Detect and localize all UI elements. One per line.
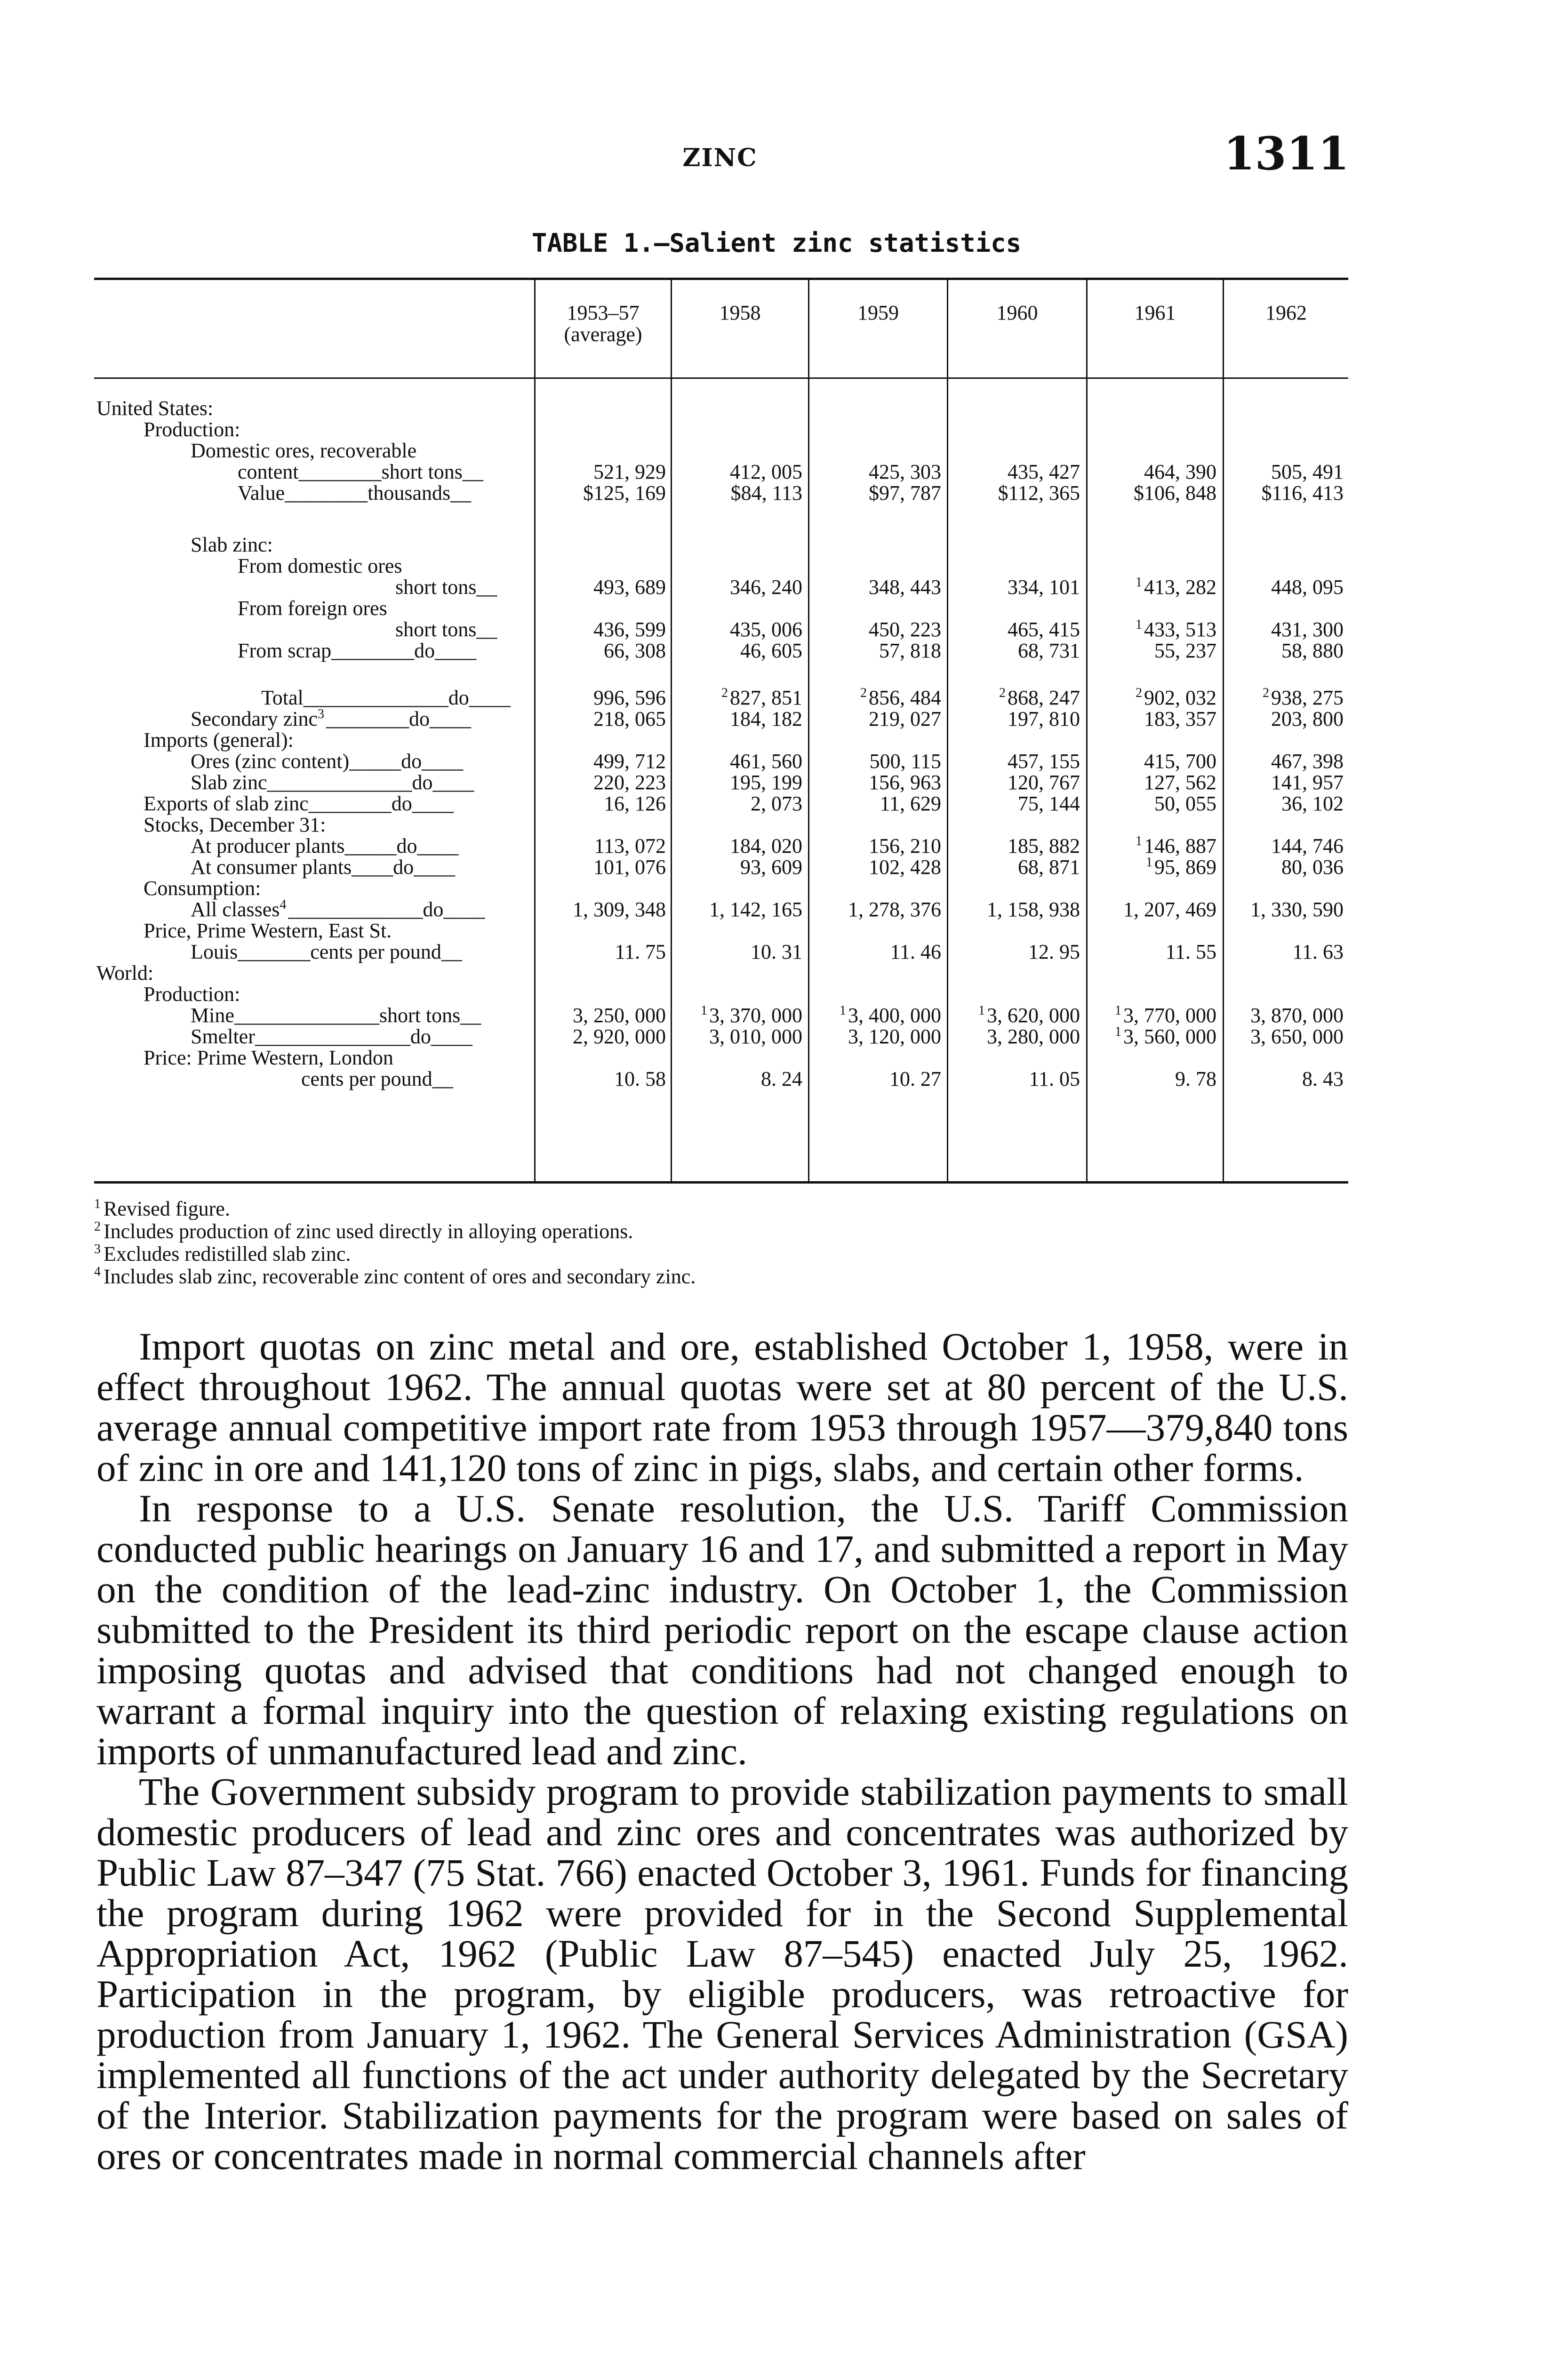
table-cell-secondary [1088,708,1216,730]
cell-value: 46, 605 [740,639,802,662]
cell-value: 146, 887 [1144,834,1216,857]
row-label: Value________thousands__ [238,481,472,504]
table-cell-price-us [1088,941,1216,963]
cell-value: 66, 308 [604,639,666,662]
row-label: Price: Prime Western, London [144,1046,393,1069]
cell-value: 75, 144 [1018,792,1080,815]
cell-value: 68, 871 [1018,856,1080,879]
table-cell-value [672,482,802,504]
table-cell-mine [1088,1005,1216,1026]
column-header: 1958 [719,301,761,324]
table-cell-from-scrap [1088,640,1216,662]
cell-value: $97, 787 [869,481,941,504]
footnote-mark: 1 [701,1003,707,1018]
table-cell-producer-plants [672,835,802,857]
row-label: From domestic ores [238,554,402,577]
cell-value: 827, 851 [730,686,802,709]
table-cell-all-classes [536,899,666,920]
footnote-mark: 2 [860,686,867,701]
footnote-mark: 1 [1115,1024,1121,1040]
cell-value: 1, 158, 938 [987,898,1080,921]
footnote-text: Excludes redistilled slab zinc. [104,1242,351,1265]
all-classes-leader: _____________do____ [288,898,485,921]
cell-value: 334, 101 [1008,576,1080,599]
cell-value: 1, 207, 469 [1123,898,1216,921]
cell-value: 16, 126 [604,792,666,815]
table-cell-from-foreign [536,619,666,640]
cell-value: 11. 63 [1292,940,1344,963]
table-cell-mine [809,1005,941,1026]
footnote-mark: 1 [1136,617,1142,632]
cell-value: 457, 155 [1008,750,1080,773]
row-label: At producer plants_____do____ [191,834,459,857]
footnote-mark: 1 [978,1003,985,1018]
cell-value: 431, 300 [1271,618,1344,641]
table-cell-ores-content [809,751,941,772]
table-cell-total [809,687,941,709]
cell-value: 36, 102 [1281,792,1344,815]
footnote [94,1220,1365,1243]
footnote-mark: 1 [1136,834,1142,849]
cell-value: 55, 237 [1154,639,1216,662]
table-cell-price-london [672,1068,802,1090]
cell-value: 425, 303 [869,460,941,483]
cell-value: 464, 390 [1144,460,1216,483]
row-label: At consumer plants____do____ [191,856,456,879]
footnote-text: Includes slab zinc, recoverable zinc content of ores and secondary zinc. [104,1265,696,1288]
table-cell-all-classes [948,899,1080,920]
cell-value: 203, 800 [1271,707,1344,730]
table-cell-secondary [948,708,1080,730]
table-cell-value [1088,482,1216,504]
table-cell-secondary [1224,708,1344,730]
table-cell-exports [948,793,1080,815]
row-label: content________short tons__ [238,460,483,483]
cell-value: 448, 095 [1271,576,1344,599]
cell-value: 184, 020 [730,834,802,857]
cell-value: 80, 036 [1281,856,1344,879]
table-cell-price-london [948,1068,1080,1090]
cell-value: 412, 005 [730,460,802,483]
table-cell-from-domestic [536,576,666,598]
cell-value: 467, 398 [1271,750,1344,773]
cell-value: 101, 076 [593,856,666,879]
table-footnotes [94,1198,1365,1288]
cell-value: 450, 223 [869,618,941,641]
table-cell-price-london [809,1068,941,1090]
table-cell-from-foreign [672,619,802,640]
cell-value: 197, 810 [1008,707,1080,730]
paragraph: In response to a U.S. Senate resolution, the U.S. Tariff Commission conducted public hearings on January 16 and 17, and submitted a report in May on the condition of the lead-zinc industry. On October 1, the Commission submitted to the President its third periodic report on the escape clause action imposing quotas and advised that conditions had not changed enough to warrant a formal inquiry into the question of relaxing existing regulations on imports of unmanufactured lead and zinc. [96,1487,1348,1773]
row-label: Smelter_______________do____ [191,1025,472,1048]
row-label: Imports (general): [144,728,294,752]
table-cell-smelter [536,1026,666,1048]
cell-value: 1, 330, 590 [1250,898,1344,921]
footnote-mark: 2 [721,686,728,701]
cell-value: 415, 700 [1144,750,1216,773]
cell-value: 141, 957 [1271,771,1344,794]
table-cell-total [1224,687,1344,709]
table-cell-from-scrap [1224,640,1344,662]
table-cell-mine [672,1005,802,1026]
cell-value: 95, 869 [1154,856,1216,879]
table-cell-from-domestic [948,576,1080,598]
table-cell-all-classes [809,899,941,920]
cell-value: $112, 365 [998,481,1080,504]
row-label: Consumption: [144,877,261,900]
table-cell-producer-plants [809,835,941,857]
row-label [191,899,485,920]
cell-value: 113, 072 [594,834,666,857]
row-label: Stocks, December 31: [144,813,326,836]
column-header: 1961 [1134,301,1176,324]
cell-value: 348, 443 [869,576,941,599]
cell-value: 11. 46 [890,940,941,963]
cell-value: 1, 142, 165 [709,898,802,921]
cell-value: $106, 848 [1134,481,1216,504]
footnote-mark: 2 [1136,686,1142,701]
cell-value: 996, 596 [593,686,666,709]
footnote [94,1198,1365,1220]
body-text [96,1326,1348,2176]
table-cell-from-scrap [809,640,941,662]
cell-value: 3, 560, 000 [1123,1025,1216,1048]
table-cell-all-classes [1088,899,1216,920]
page-number: 1311 [1224,127,1350,180]
cell-value: 2, 073 [751,792,802,815]
table-cell-content [536,461,666,483]
cell-value: 218, 065 [593,707,666,730]
paragraph: The Government subsidy program to provide stabilization payments to small domestic producers of lead and zinc ores and concentrates was authorized by Public Law 87–347 (75 Stat. 766) enacted October 3, 1961. Funds for financing the program during 1962 were provided for in the Second Supplemental Appropriation Act, 1962 (Public Law 87–545) enacted July 25, 1962. Participation in the program, by eligible producers, was retroactive for production from January 1, 1962. The General Services Administration (GSA) implemented all functions of the act under authority delegated by the Secretary of the Interior. Stabilization payments for the program were based on sales of ores or concentrates made in normal commercial channels after [96,1770,1348,2177]
table-cell-from-scrap [672,640,802,662]
table-cell-price-us [672,941,802,963]
table-cell-price-us [809,941,941,963]
table-cell-content [1224,461,1344,483]
table-cell-imp-slab [1088,772,1216,793]
table-cell-value [536,482,666,504]
cell-value: 3, 650, 000 [1250,1025,1344,1048]
table-header-rule [94,377,1348,379]
row-label [191,708,471,730]
footnote-mark: 1 [1136,575,1142,590]
table-cell-imp-slab [1224,772,1344,793]
row-label: Louis_______cents per pound__ [191,940,462,963]
table-cell-from-domestic [1088,576,1216,598]
row-label: Ores (zinc content)_____do____ [191,750,464,773]
column-header: 1959 [857,301,899,324]
table-cell-smelter [1088,1026,1216,1048]
cell-value: 183, 357 [1144,707,1216,730]
cell-value: 10. 58 [614,1067,666,1090]
cell-value: $84, 113 [730,481,802,504]
table-cell-all-classes [672,899,802,920]
table-cell-secondary [536,708,666,730]
table-cell-price-london [1088,1068,1216,1090]
table-cell-price-us [948,941,1080,963]
salient-statistics-table [94,278,1348,1186]
cell-value: 435, 006 [730,618,802,641]
table-cell-exports [536,793,666,815]
row-label: Slab zinc: [191,533,273,556]
footnote-mark: 1 [94,1197,101,1212]
secondary-zinc-text: Secondary zinc [191,707,318,730]
table-cell-imp-slab [672,772,802,793]
table-top-rule [94,278,1348,280]
table-cell-consumer-plants [1224,856,1344,878]
table-cell-from-foreign [1088,619,1216,640]
table-cell-from-foreign [948,619,1080,640]
table-cell-from-scrap [948,640,1080,662]
table-title: TABLE 1.—Salient zinc statistics [531,228,1022,258]
cell-value: 127, 562 [1144,771,1216,794]
table-cell-exports [809,793,941,815]
cell-value: 220, 223 [593,771,666,794]
row-label: Price, Prime Western, East St. [144,919,392,942]
table-cell-exports [1224,793,1344,815]
table-cell-ores-content [1224,751,1344,772]
cell-value: 3, 770, 000 [1123,1004,1216,1027]
table-cell-producer-plants [1224,835,1344,857]
footnote-mark: 4 [280,897,287,912]
table-cell-all-classes [1224,899,1344,920]
cell-value: 3, 010, 000 [709,1025,802,1048]
footnote [94,1265,1365,1288]
table-cell-total [672,687,802,709]
table-cell-producer-plants [1088,835,1216,857]
table-cell-ores-content [536,751,666,772]
table-cell-consumer-plants [809,856,941,878]
table-cell-consumer-plants [948,856,1080,878]
footnote-mark: 1 [1146,855,1152,870]
table-cell-mine [948,1005,1080,1026]
cell-value: $116, 413 [1261,481,1344,504]
cell-value: 11. 05 [1029,1067,1080,1090]
cell-value: 120, 767 [1008,771,1080,794]
footnote-mark: 3 [94,1242,101,1257]
table-cell-smelter [672,1026,802,1048]
table-cell-price-us [536,941,666,963]
table-cell-smelter [809,1026,941,1048]
footnote-text: Revised figure. [104,1197,230,1220]
row-label: World: [96,961,154,984]
table-cell-from-foreign [1224,619,1344,640]
table-cell-content [1088,461,1216,483]
row-label: Total______________do____ [261,686,511,709]
cell-value: 435, 427 [1008,460,1080,483]
cell-value: 10. 31 [751,940,802,963]
table-cell-total [536,687,666,709]
footnote [94,1243,1365,1265]
row-label: Production: [144,983,240,1006]
cell-value: 8. 24 [761,1067,802,1090]
cell-value: 3, 870, 000 [1250,1004,1344,1027]
table-cell-ores-content [948,751,1080,772]
cell-value: $125, 169 [583,481,666,504]
secondary-zinc-leader: ________do____ [326,707,471,730]
cell-value: 499, 712 [593,750,666,773]
cell-value: 11, 629 [880,792,941,815]
cell-value: 10. 27 [889,1067,941,1090]
row-label: From foreign ores [238,597,387,620]
cell-value: 50, 055 [1154,792,1216,815]
cell-value: 346, 240 [730,576,802,599]
cell-value: 93, 609 [740,856,802,879]
table-cell-from-domestic [672,576,802,598]
cell-value: 219, 027 [869,707,941,730]
row-label: From scrap________do____ [238,639,477,662]
table-cell-smelter [948,1026,1080,1048]
column-header: 1962 [1265,301,1307,324]
cell-value: 8. 43 [1302,1067,1344,1090]
cell-value: 505, 491 [1271,460,1344,483]
cell-value: 3, 370, 000 [709,1004,802,1027]
cell-value: 185, 882 [1008,834,1080,857]
cell-value: 12. 95 [1028,940,1080,963]
table-cell-value [948,482,1080,504]
cell-value: 902, 032 [1144,686,1216,709]
table-cell-ores-content [1088,751,1216,772]
table-cell-imp-slab [536,772,666,793]
cell-value: 461, 560 [730,750,802,773]
column-header: 1953–57 (average) [564,301,642,346]
cell-value: 156, 963 [869,771,941,794]
cell-value: 2, 920, 000 [573,1025,666,1048]
cell-value: 938, 275 [1271,686,1344,709]
table-cell-exports [1088,793,1216,815]
table-cell-from-foreign [809,619,941,640]
table-cell-value [1224,482,1344,504]
footnote-mark: 1 [1115,1003,1121,1018]
table-cell-mine [536,1005,666,1026]
cell-value: 500, 115 [869,750,941,773]
table-cell-price-london [1224,1068,1344,1090]
paragraph: Import quotas on zinc metal and ore, established October 1, 1958, were in effect throughout 1962. The annual quotas were set at 80 percent of the U.S. average annual competitive import rate from 1953 through 1957—379,840 tons of zinc in ore and 141,120 tons of zinc in pigs, slabs, and certain other forms. [96,1325,1348,1489]
table-cell-price-london [536,1068,666,1090]
table-cell-mine [1224,1005,1344,1026]
table-cell-ores-content [672,751,802,772]
table-cell-imp-slab [948,772,1080,793]
cell-value: 156, 210 [869,834,941,857]
table-cell-content [672,461,802,483]
cell-value: 9. 78 [1175,1067,1216,1090]
cell-value: 465, 415 [1008,618,1080,641]
row-label: United States: [96,397,214,420]
column-header: 1960 [996,301,1038,324]
table-cell-price-us [1224,941,1344,963]
cell-value: 68, 731 [1018,639,1080,662]
cell-value: 184, 182 [730,707,802,730]
cell-value: 3, 250, 000 [573,1004,666,1027]
cell-value: 436, 599 [593,618,666,641]
cell-value: 102, 428 [869,856,941,879]
row-label: Production: [144,418,240,441]
cell-value: 3, 620, 000 [987,1004,1080,1027]
table-cell-consumer-plants [1088,856,1216,878]
cell-value: 58, 880 [1281,639,1344,662]
cell-value: 413, 282 [1144,576,1216,599]
footnote-mark: 1 [840,1003,846,1018]
cell-value: 493, 689 [593,576,666,599]
footnote-mark: 2 [1263,686,1269,701]
table-cell-content [948,461,1080,483]
cell-value: 1, 309, 348 [573,898,666,921]
cell-value: 3, 120, 000 [848,1025,941,1048]
table-cell-smelter [1224,1026,1344,1048]
cell-value: 11. 55 [1165,940,1216,963]
table-cell-producer-plants [536,835,666,857]
all-classes-text: All classes [191,898,280,921]
footnote-mark: 4 [94,1265,101,1280]
footnote-mark: 2 [999,686,1006,701]
table-cell-consumer-plants [536,856,666,878]
cell-value: 3, 400, 000 [848,1004,941,1027]
cell-value: 868, 247 [1008,686,1080,709]
cell-value: 144, 746 [1271,834,1344,857]
cell-value: 521, 929 [593,460,666,483]
cell-value: 1, 278, 376 [848,898,941,921]
cell-value: 57, 818 [879,639,941,662]
footnote-text: Includes production of zinc used directly in alloying operations. [104,1220,633,1243]
table-cell-value [809,482,941,504]
row-label: cents per pound__ [301,1067,453,1090]
footnote-mark: 2 [94,1219,101,1234]
table-cell-exports [672,793,802,815]
table-cell-imp-slab [809,772,941,793]
cell-value: 433, 513 [1144,618,1216,641]
table-cell-from-domestic [809,576,941,598]
cell-value: 11. 75 [615,940,666,963]
table-cell-secondary [672,708,802,730]
table-bottom-rule [94,1181,1348,1184]
running-title: ZINC [682,144,758,172]
row-label: Domestic ores, recoverable [191,439,417,462]
table-cell-producer-plants [948,835,1080,857]
row-label: short tons__ [395,618,497,641]
table-cell-consumer-plants [672,856,802,878]
footnote-mark: 3 [318,707,324,722]
row-label: Mine______________short tons__ [191,1004,481,1027]
table-cell-from-scrap [536,640,666,662]
table-cell-total [948,687,1080,709]
row-label: short tons__ [395,576,497,599]
table-cell-content [809,461,941,483]
cell-value: 3, 280, 000 [987,1025,1080,1048]
table-cell-total [1088,687,1216,709]
row-label: Exports of slab zinc________do____ [144,792,454,815]
table-cell-secondary [809,708,941,730]
cell-value: 195, 199 [730,771,802,794]
table-cell-from-domestic [1224,576,1344,598]
row-label: Slab zinc______________do____ [191,771,474,794]
cell-value: 856, 484 [869,686,941,709]
